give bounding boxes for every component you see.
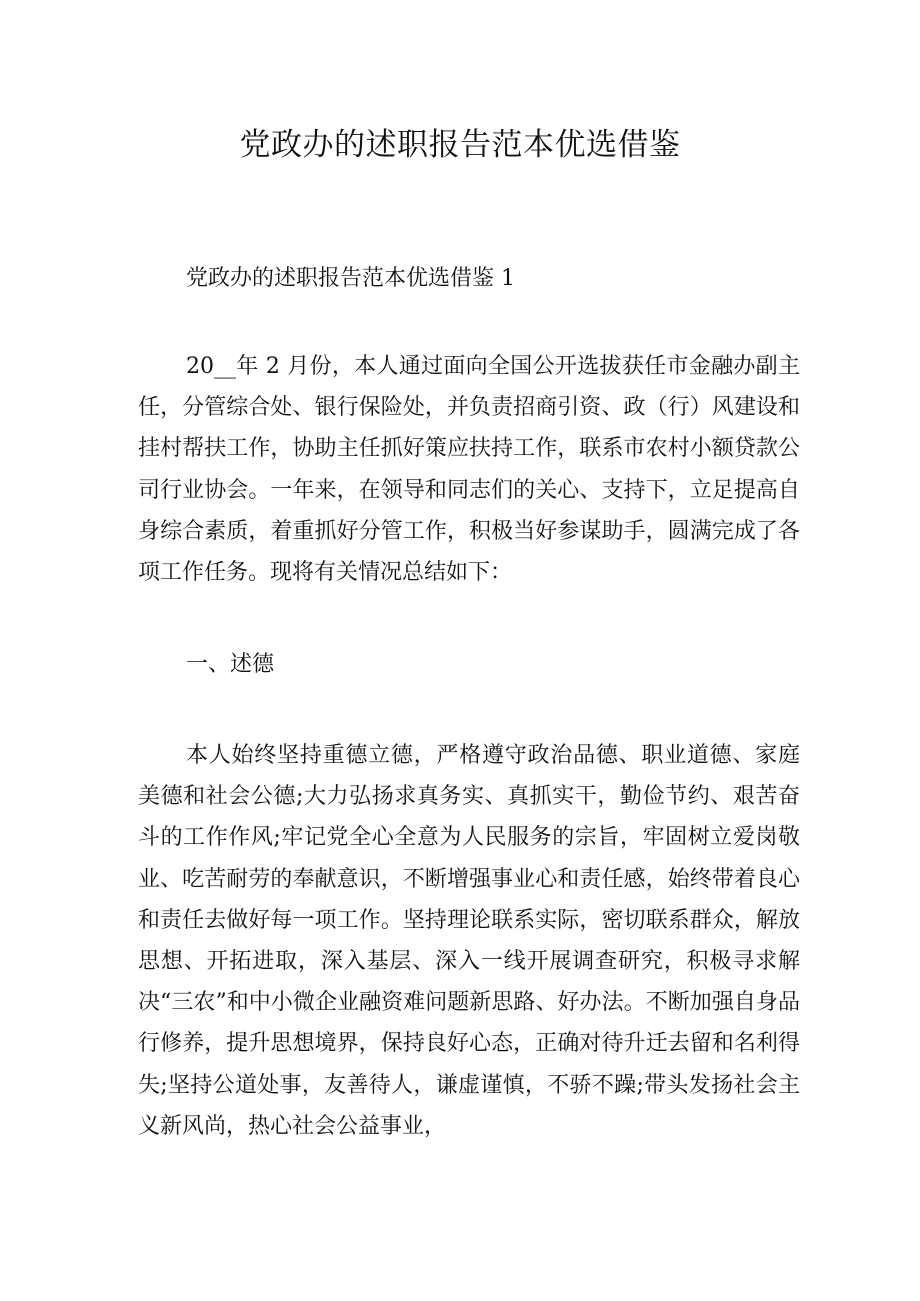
document-subtitle: 党政办的述职报告范本优选借鉴 1 (186, 266, 515, 291)
virtue-paragraph: 本人始终坚持重德立德，严格遵守政治品德、职业道德、家庭美德和社会公德;大力弘扬求真务实、真抓实干，勤俭节约、艰苦奋斗的工作作风;牢记党全心全意为人民服务的宗旨，牢固树立爱岗敬业、吃苦耐劳的奉献意识，不断增强事业心和责任感，始终带着良心和责任去做好每一项工作。坚持理论联系实际，密切联系群众，解放思想、开拓进取，深入基层、深入一线开展调查研究，积极寻求解决“三农”和中小微企业融资难问题新思路、好办法。不断加强自身品行修养，提升思想境界，保持良好心态，正确对待升迁去留和名利得失;坚持公道处事，友善待人，谦虚谨慎，不骄不躁;带头发扬社会主义新风尚，热心社会公益事业， (138, 743, 800, 1139)
document-title: 党政办的述职报告范本优选借鉴 (239, 127, 681, 163)
intro-paragraph: 20__年 2 月份，本人通过面向全国公开选拔获任市金融办副主任，分管综合处、银行保险处，并负责招商引资、政（行）风建设和挂村帮扶工作，协助主任抓好策应扶持工作，联系市农村小额贷款公司行业协会。一年来，在领导和同志们的关心、支持下，立足提高自身综合素质，着重抓好分管工作，积极当好参谋助手，圆满完成了各项工作任务。现将有关情况总结如下： (138, 354, 800, 586)
section-heading-virtue: 一、述德 (186, 652, 275, 677)
